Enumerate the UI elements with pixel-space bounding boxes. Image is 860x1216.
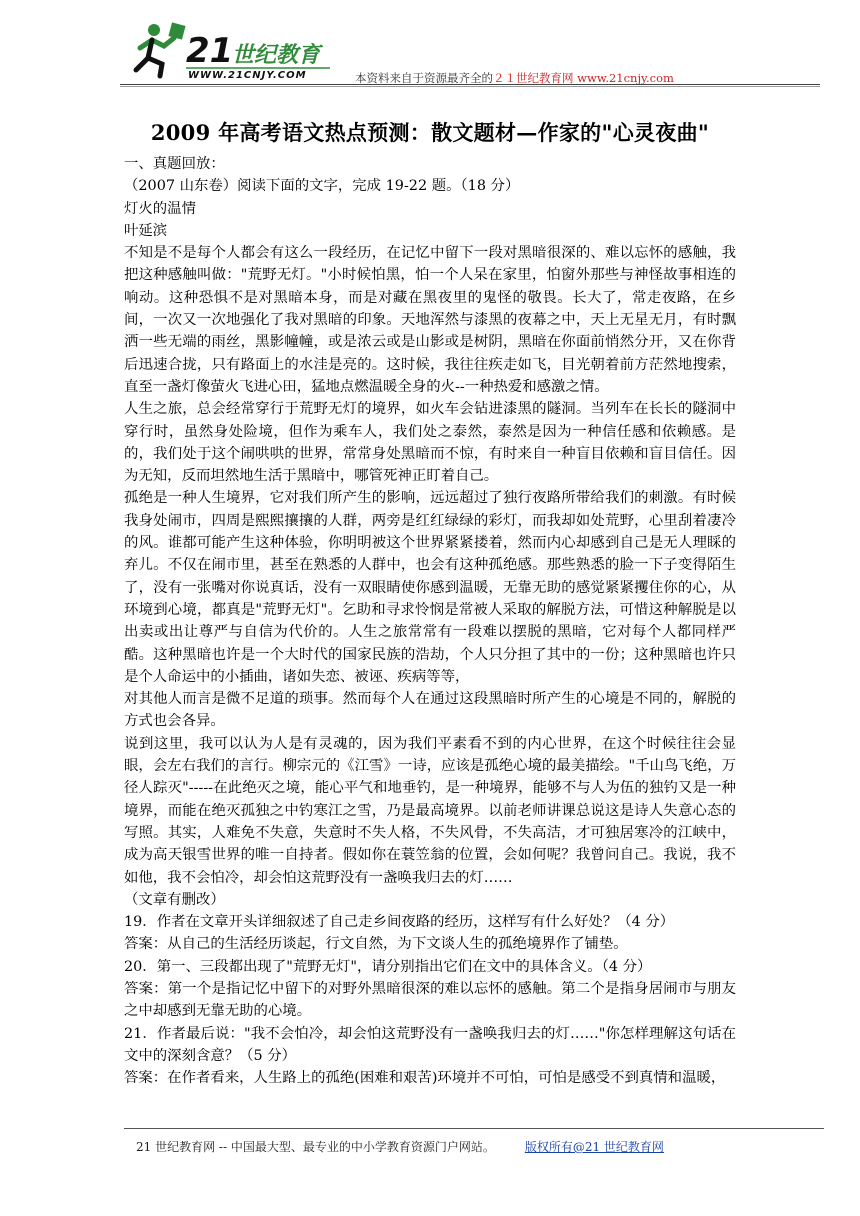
paragraph: 说到这里，我可以认为人是有灵魂的，因为我们平素看不到的内心世界，在这个时候往往会显眼，会左右我们的言行。柳宗元的《江雪》一诗，应该是孤绝心境的最美描绘。"千山鸟飞绝，万径人踪灭"-----在此绝灭之境，能心平气和地垂钓，是一种境界，能够不与人为伍的独钓又是一种境界，而能在绝灭孤独之中钓寒江之雪，乃是最高境界。以前老师讲课总说这是诗人失意心态的写照。其实，人难免不失意，失意时不失人格，不失风骨，不失高洁，才可独居寒冷的江峡中，成为高天银雪世界的唯一自持者。假如你在蓑笠翁的位置，会如何呢？我曾问自己。我说，我不如他，我不会怕冷，却会怕这荒野没有一盏唤我归去的灯…… bbox=[124, 735, 736, 886]
paragraph: 人生之旅，总会经常穿行于荒野无灯的境界，如火车会钻进漆黑的隧洞。当列车在长长的隧洞中穿行时，虽然身处险境，但作为乘车人，我们处之泰然，泰然是因为一种信任感和依赖感。是的，我们处于这个闹哄哄的世界，常常身处黑暗而不惊，有时来自一种盲目依赖和盲目信任。因为无知，反而坦然地生活于黑暗中，哪管死神正盯着自己。 bbox=[124, 401, 736, 485]
article-author: 叶延滨 bbox=[124, 222, 168, 239]
footer-text: 21 世纪教育网 -- 中国最大型、最专业的中小学教育资源门户网站。 bbox=[136, 1140, 495, 1154]
svg-text:世纪教育: 世纪教育 bbox=[232, 43, 321, 68]
paragraph: 不知是不是每个人都会有这么一段经历，在记忆中留下一段对黑暗很深的、难以忘怀的感触，我把这种感触叫做："荒野无灯。"小时候怕黑，怕一个人呆在家里，怕窗外那些与神怪故事相连的响动。这种恐惧不是对黑暗本身，而是对藏在黑夜里的鬼怪的敬畏。长大了，常走夜路，在乡间，一次又一次地强化了我对黑暗的印象。天地浑然与漆黑的夜幕之中，天上无星无月，有时飘洒一些无端的雨丝，黑影幢幢，或是浓云或是山影或是树阴，黑暗在你面前悄然分开，又在你背后迅速合拢，只有路面上的水洼是亮的。这时候，我往往疾走如飞，目光朝着前方茫然地搜索，直至一盏灯像萤火飞进心田，猛地点燃温暖全身的火--一种热爱和感激之情。 bbox=[124, 245, 736, 395]
question-21: 21．作者最后说："我不会怕冷，却会怕这荒野没有一盏唤我归去的灯……"你怎样理解这句话在文中的深刻含意？（5 分） bbox=[124, 1025, 736, 1064]
document-title: 2009 年高考语文热点预测：散文题材—作家的"心灵夜曲" bbox=[150, 120, 710, 145]
answer-21: 答案：在作者看来，人生路上的孤绝(困难和艰苦)环境并不可怕，可怕是感受不到真情和温暖， bbox=[124, 1070, 726, 1087]
header-divider bbox=[120, 84, 820, 85]
footer-divider bbox=[124, 1128, 824, 1129]
answer-20: 答案：第一个是指记忆中留下的对野外黑暗很深的难以忘怀的感触。第二个是指身居闹市与朋友之中却感到无靠无助的心境。 bbox=[124, 980, 736, 1020]
article-title: 灯火的温情 bbox=[124, 200, 196, 217]
paragraph: 对其他人而言是微不足道的琐事。然而每个人在通过这段黑暗时所产生的心境是不同的，解脱的方式也会各异。 bbox=[124, 691, 736, 730]
tagline-prefix: 本资料来自于资源最齐全的 bbox=[355, 71, 493, 85]
logo-graphic bbox=[130, 18, 340, 84]
question-source: （2007 山东卷）阅读下面的文字，完成 19-22 题。（18 分） bbox=[124, 178, 520, 195]
svg-text:WWW.21CNJY.COM: WWW.21CNJY.COM bbox=[188, 70, 307, 81]
logo-number: 21 bbox=[186, 31, 234, 71]
paragraph: 孤绝是一种人生境界，它对我们所产生的影响，远远超过了独行夜路所带给我们的刺激。有时候我身处闹市，四周是熙熙攘攘的人群，两旁是红红绿绿的彩灯，而我却如处荒野，心里刮着凄冷的风。谁都可能产生这种体验，你明明被这个世界紧紧搂着，然而内心却感到自己是无人理睬的弃儿。不仅在闹市里，甚至在熟悉的人群中，也会有这种孤绝感。那些熟悉的脸一下子变得陌生了，没有一张嘴对你说真话，没有一双眼睛使你感到温暖，无靠无助的感觉紧紧攫住你的心，从环境到心境，都真是"荒野无灯"。乞助和寻求怜悯是常被人采取的解脱方法，可惜这种解脱是以出卖或出让尊严与自信为代价的。人生之旅常常有一段难以摆脱的黑暗，它对每个人都同样严酷。这种黑暗也许是一个大时代的国家民族的浩劫，个人只分担了其中的一份；这种黑暗也许只是个人命运中的小插曲，诸如失恋、被诬、疾病等等， bbox=[124, 490, 736, 685]
site-logo bbox=[130, 18, 340, 84]
header-divider-thin bbox=[120, 86, 820, 87]
edit-note: （文章有删改） bbox=[124, 891, 225, 908]
page-footer bbox=[136, 1138, 664, 1155]
document-body bbox=[124, 153, 736, 1089]
copyright-link[interactable]: 版权所有@21 世纪教育网 bbox=[524, 1140, 664, 1154]
tagline-url[interactable]: www.21cnjy.com bbox=[577, 71, 674, 85]
question-19: 19．作者在文章开头详细叙述了自己走乡间夜路的经历，这样写有什么好处？（4 分） bbox=[124, 914, 675, 931]
section-heading: 一、真题回放： bbox=[124, 156, 225, 172]
question-20: 20．第一、三段都出现了"荒野无灯"，请分别指出它们在文中的具体含义。（4 分） bbox=[124, 958, 652, 975]
tagline-site: ２１世纪教育网 bbox=[493, 71, 574, 85]
answer-19: 答案：从自己的生活经历谈起，行文自然，为下文谈人生的孤绝境界作了铺垫。 bbox=[124, 936, 628, 953]
page-header bbox=[120, 18, 820, 88]
